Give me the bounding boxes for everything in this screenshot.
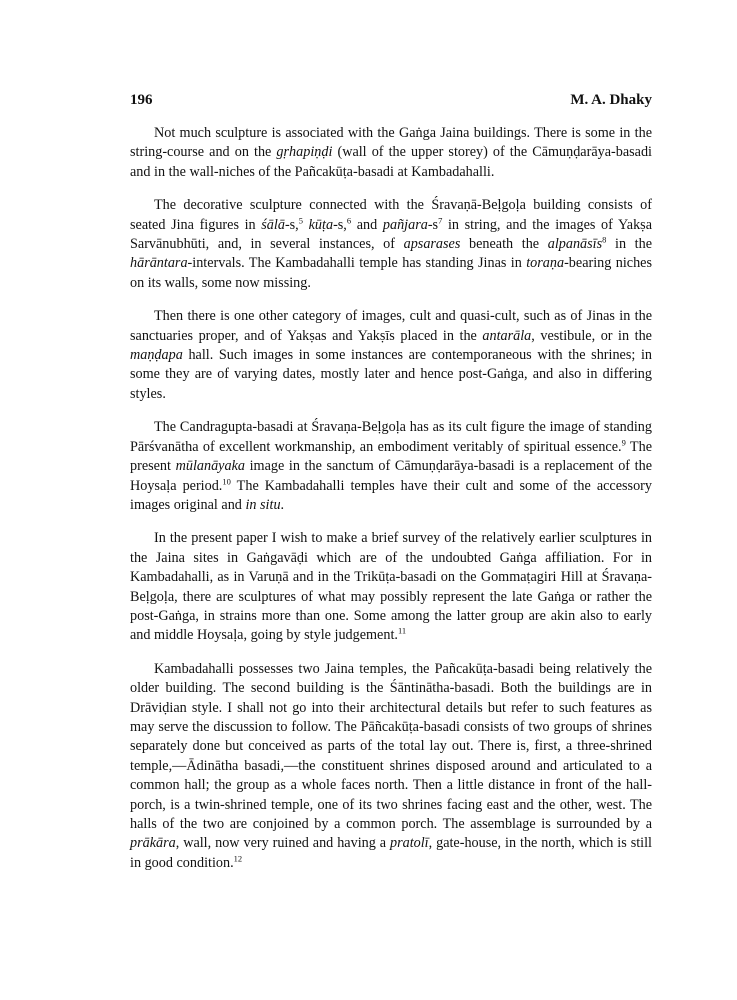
- text-run: -s,: [333, 216, 347, 233]
- text-run: -bearing niches on its walls, some now missing.: [130, 255, 652, 291]
- footnote-ref: 12: [233, 853, 243, 864]
- paragraph: [130, 529, 652, 645]
- text-run: The Candragupta-basadi at Śravaṇa-Beḷgoḷa has as its cult figure the image of standing Pārśvanātha of excellent workmanship, an embodiment veritably of spiritual essence.: [130, 419, 652, 455]
- italic-term: mūlanāyaka: [175, 458, 245, 475]
- text-run: -s,: [284, 216, 299, 233]
- text-run: The present: [130, 438, 652, 475]
- text-run: and: [351, 216, 383, 233]
- footnote-ref: 5: [298, 214, 303, 225]
- italic-term: pañjara: [382, 216, 428, 233]
- text-run: Kambadahalli possesses two Jaina temples, the Pañcakūṭa-basadi being relatively the older building. The second building is the Śāntinātha-basadi. Both the buildings are in Drāviḍian style. I shall not go into their architectural details but refer to such features as may serve the discussion to follow. The Pāñcakūṭa-basadi consists of two groups of shrines separately done but conceived as parts of the total lay out. There is, first, a three-shrined temple,—Ādinātha basadi,—the constituent shrines disposed around and articulated to a common hall; the group as a whole faces north. Then a little distance in front of the hall-porch, is a twin-shrined temple, one of its two shrines facing east and the other, west. The halls of the two are conjoined by a common porch. The assemblage is surrounded by a: [130, 660, 652, 832]
- running-head-author: M. A. Dhaky: [570, 92, 652, 108]
- text-run: Not much sculpture is associated with the Gaṅga Jaina buildings. There is some in the string-course and on the: [130, 125, 652, 161]
- text-run: In the present paper I wish to make a brief survey of the relatively earlier sculptures in the Jaina sites in Gaṅgavāḍi which are of the undoubted Gaṅga affiliation. For in Kambadahalli, as in Varuṇā and in the Trikūṭa-basadi on the Gommaṭagiri Hill at Śravaṇa-Beḷgoḷa, there are sculptures of what may possibly represent the late Gaṅga or rather the post-Gaṅga, in strains more than one. Some among the latter group are akin also to early and middle Hoysaḷa, going by style judgement.: [130, 530, 652, 644]
- italic-term: prākāra: [130, 835, 176, 852]
- italic-term: alpanāsīs: [547, 236, 603, 253]
- italic-term: maṇḍapa: [130, 347, 183, 364]
- italic-term: kūṭa: [308, 216, 334, 233]
- paragraph: [130, 418, 652, 515]
- footnote-ref: 9: [621, 436, 626, 447]
- text-run: image in the sanctum of Cāmuṇḍarāya-basadi is a replacement of the Hoysaḷa period.: [130, 458, 652, 494]
- footnote-ref: 10: [222, 475, 231, 486]
- italic-term: hārāntara: [130, 255, 188, 272]
- text-run: , wall, now very ruined and having a: [175, 835, 390, 852]
- text-run: , vestibule, or in the: [531, 327, 652, 344]
- footnote-ref: 7: [438, 214, 443, 225]
- italic-term: śālā: [261, 216, 285, 233]
- footnote-ref: 8: [602, 234, 607, 245]
- footnote-ref: 6: [346, 214, 352, 225]
- paragraph: [130, 196, 652, 293]
- text-run: , gate-house, in the north, which is still in good condition.: [130, 835, 652, 871]
- text-run: .: [280, 496, 285, 513]
- text-run: The Kambadahalli temples have their cult and some of the accessory images original and: [130, 477, 652, 513]
- paragraph: [130, 660, 652, 873]
- page-header: [130, 92, 652, 114]
- text-run: -s: [427, 216, 439, 233]
- paragraph: [130, 124, 652, 182]
- italic-term: toraṇa: [526, 255, 565, 272]
- text-run: in the: [606, 236, 653, 253]
- paragraph: [130, 307, 652, 404]
- italic-term: antarāla: [482, 327, 532, 344]
- body-text: [130, 124, 652, 887]
- text-run: -intervals. The Kambadahalli temple has standing Jinas in: [187, 255, 527, 272]
- italic-term: in situ: [245, 496, 281, 513]
- italic-term: pratolī: [389, 835, 429, 852]
- text-run: The decorative sculpture connected with the Śravaṇā-Beḷgoḷa building consists of seated Jina figures in: [130, 197, 652, 233]
- text-run: hall. Such images in some instances are contemporaneous with the shrines; in some they are of varying dates, mostly later and hence post-Gaṅga, and also in differing styles.: [130, 347, 652, 402]
- italic-term: gṛhapiṇḍi: [276, 144, 333, 161]
- footnote-ref: 11: [397, 625, 407, 636]
- italic-term: apsarases: [403, 236, 461, 253]
- page-number: 196: [130, 92, 153, 108]
- text-run: Then there is one other category of images, cult and quasi-cult, such as of Jinas in the sanctuaries proper, and of Yakṣas and Yakṣīs placed in the: [130, 308, 652, 344]
- text-run: in string, and the images of Yakṣa Sarvānubhūti, and, in several instances, of: [130, 216, 652, 253]
- text-run: (wall of the upper storey) of the Cāmuṇḍarāya-basadi and in the wall-niches of the Pañcakūṭa-basadi at Kambadahalli.: [130, 144, 652, 180]
- text-run: beneath the: [460, 236, 548, 253]
